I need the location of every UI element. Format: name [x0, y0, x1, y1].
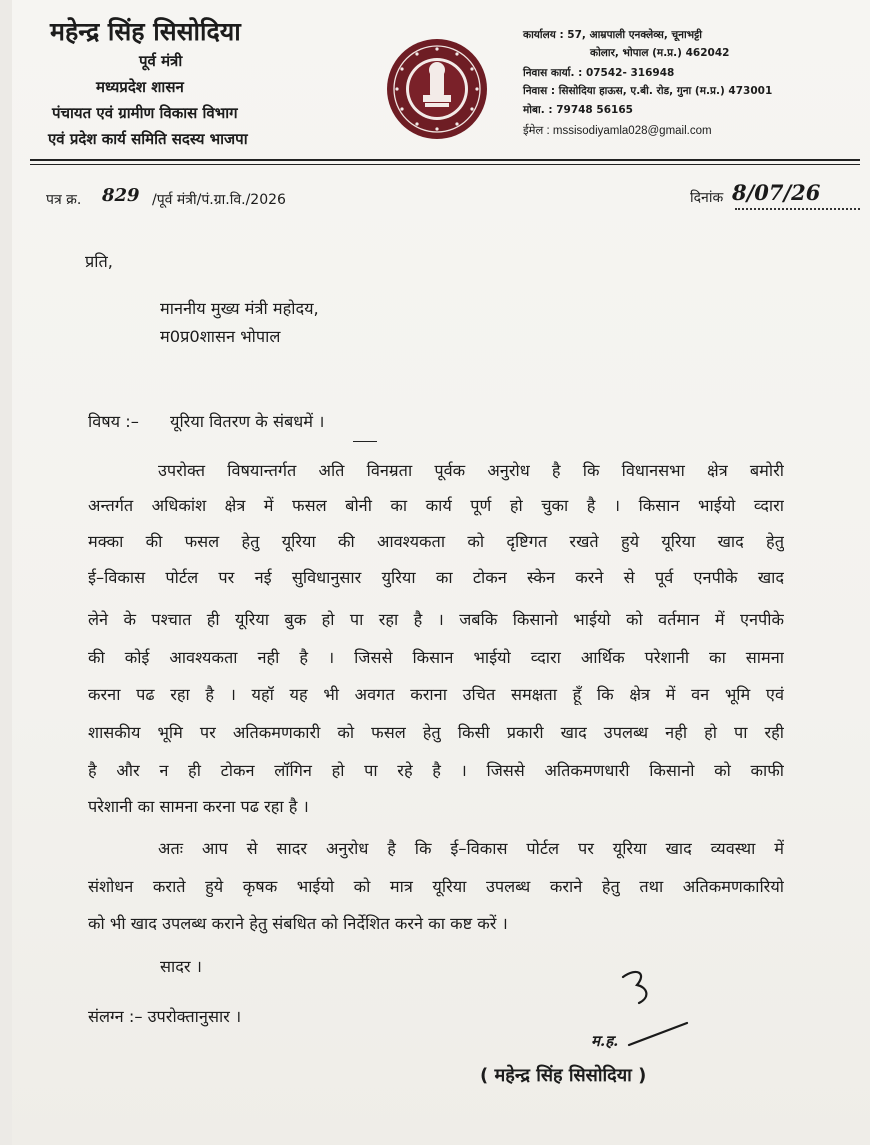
body-p1-line: करना पढ रहा है । यहॉ यह भी अवगत कराना उचित समक्षता हूँ कि क्षेत्र में वन भूमि एवं: [88, 685, 784, 704]
contact-office-line1: कार्यालय : 57, आम्रपाली एनक्लेव्स, चूनाभट्टी: [523, 29, 702, 41]
body-p2-line: को भी खाद उपलब्ध कराने हेतु संबधित को निर्देशित करने का कष्ट करें ।: [88, 914, 508, 933]
ref-label: पत्र क्र.: [46, 192, 82, 208]
subject-label: विषय :–: [88, 412, 139, 431]
header-rule: [30, 159, 860, 161]
body-p1-line: है और न ही टोकन लॉगिन हो पा रहे है । जिससे अतिकमणधारी किसानो को काफी: [88, 761, 784, 780]
contact-office-line2: कोलार, भोपाल (म.प्र.) 462042: [590, 47, 730, 59]
body-p1-line: मक्का की फसल हेतु यूरिया की आवश्यकता को दृष्टिगत रखते हुये यूरिया खाद हेतु: [88, 532, 784, 551]
recipient-line1: माननीय मुख्य मंत्री महोदय,: [160, 299, 319, 318]
contact-email[interactable]: ईमेल : mssisodiyamla028@gmail.com: [523, 125, 712, 137]
enclosure-line: संलग्न :– उपरोक्तानुसार ।: [88, 1007, 242, 1026]
date-value: 8/07/26: [732, 180, 821, 205]
letterhead-department: पंचायत एवं ग्रामीण विकास विभाग: [52, 104, 238, 122]
ref-suffix: /पूर्व मंत्री/पं.ग्रा.वि./2026: [152, 192, 286, 208]
recipient-prati: प्रति,: [85, 252, 113, 271]
closing-sadar: सादर ।: [160, 957, 202, 976]
body-p1-line: अन्तर्गत अधिकांश क्षेत्र में फसल बोनी का कार्य पूर्ण हो चुका है । किसान भाईयो व्दारा: [88, 496, 784, 515]
body-p2-line: संशोधन कराते हुये कृषक भाईयो को मात्र यूरिया उपलब्ध कराने हेतु तथा अतिकमणकारियो: [88, 877, 784, 896]
letterhead-government: मध्यप्रदेश शासन: [96, 78, 184, 96]
body-p1-line: उपरोक्त विषयान्तर्गत अति विनम्रता पूर्वक अनुरोध है कि विधानसभा क्षेत्र बमोरी: [158, 461, 784, 480]
letterhead-name: महेन्द्र सिंह सिसोदिया: [50, 17, 241, 46]
body-p2-line: अतः आप से सादर अनुरोध है कि ई–विकास पोर्टल पर यूरिया खाद व्यवस्था में: [158, 839, 784, 858]
body-p1-line: की कोई आवश्यकता नही है । जिससे किसान भाईयो व्दारा आर्थिक परेशानी का सामना: [88, 648, 784, 667]
contact-residence-office: निवास कार्या. : 07542- 316948: [523, 67, 675, 79]
body-p1-line: ई–विकास पोर्टल पर नई सुविधानुसार युरिया का टोकन स्केन करने से पूर्व एनपीके खाद: [88, 568, 784, 587]
subject-text: यूरिया वितरण के संबधमें ।: [170, 412, 325, 431]
date-label: दिनांक: [690, 190, 724, 206]
emblem-seal-icon: [385, 37, 489, 141]
recipient-line2: म0प्र0शासन भोपाल: [160, 327, 281, 346]
date-dotted-line: [735, 208, 860, 210]
letterhead-membership: एवं प्रदेश कार्य समिति सदस्य भाजपा: [48, 130, 248, 148]
contact-mobile: मोबा. : 79748 56165: [523, 104, 633, 116]
body-p1-line: शासकीय भूमि पर अतिकमणकारी को फसल हेतु किसी प्रकारी खाद उपलब्ध नही हो पा रही: [88, 723, 784, 742]
subject-underline: [353, 441, 377, 442]
header-rule-thin: [30, 164, 860, 165]
contact-residence: निवास : सिसोदिया हाऊस, ए.बी. रोड, गुना (म.प्र.) 473001: [523, 85, 773, 97]
ref-number: 829: [102, 185, 140, 206]
body-p1-line: लेने के पश्चात ही यूरिया बुक हो पा रहा है । जबकि किसानो भाईयो को वर्तमान में एनपीके: [88, 610, 784, 629]
letterhead-designation: पूर्व मंत्री: [139, 52, 183, 70]
signatory-name: ( महेन्द्र सिंह सिसोदिया ): [480, 1065, 647, 1086]
body-p1-line: परेशानी का सामना करना पढ रहा है ।: [88, 797, 309, 816]
signature-initial: म.ह.: [591, 1032, 619, 1050]
